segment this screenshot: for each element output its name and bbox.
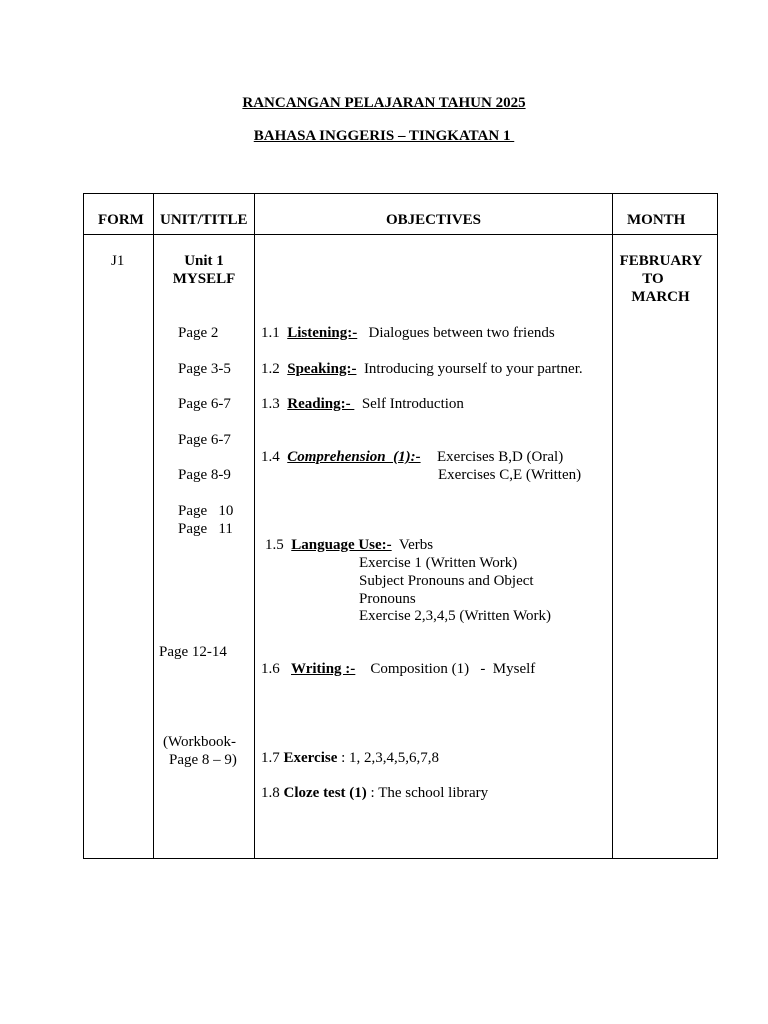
objective-text: Composition (1) - Myself	[370, 661, 536, 677]
month-line1: FEBRUARY	[619, 253, 703, 269]
objective-number: 1.5	[265, 537, 288, 553]
objective-number: 1.7	[261, 750, 284, 766]
objective-number: 1.2	[261, 361, 284, 377]
header-month: MONTH	[627, 212, 686, 228]
workbook-ref-line1: (Workbook-	[163, 734, 236, 750]
unit-title: MYSELF	[172, 271, 236, 287]
objective-label: Exercise	[283, 750, 338, 766]
column-divider-2	[254, 193, 255, 859]
objective-label: Writing :-	[291, 661, 356, 677]
objective-5-line-4: Exercise 2,3,4,5 (Written Work)	[359, 608, 552, 624]
objective-text: : 1, 2,3,4,5,6,7,8	[337, 750, 440, 766]
unit-number: Unit 1	[184, 253, 224, 269]
page-ref-4: Page 6-7	[178, 432, 231, 448]
objective-4-text-2: Exercises C,E (Written)	[438, 467, 582, 483]
page-ref-1: Page 2	[178, 325, 219, 341]
objective-5-line-1: Exercise 1 (Written Work)	[359, 555, 518, 571]
month-line3: MARCH	[631, 289, 690, 305]
table-header-divider	[83, 234, 718, 235]
header-objectives: OBJECTIVES	[385, 212, 482, 228]
objective-text: Introducing yourself to your partner.	[363, 361, 583, 377]
objective-8	[261, 784, 488, 802]
objective-5-line-3: Pronouns	[359, 591, 416, 607]
objective-label: Listening:-	[287, 325, 358, 341]
page-ref-3: Page 6-7	[178, 396, 231, 412]
objective-text: Verbs	[398, 537, 434, 553]
header-unit-title: UNIT/TITLE	[160, 212, 248, 228]
document-subtitle: BAHASA INGGERIS – TINGKATAN 1	[253, 128, 515, 144]
header-form: FORM	[98, 212, 144, 228]
objective-number: 1.8	[261, 785, 284, 801]
objective-4	[261, 448, 421, 466]
month-line2: TO	[642, 271, 664, 287]
objective-2	[261, 360, 583, 378]
objective-3	[261, 395, 464, 413]
objective-label: Reading:-	[287, 396, 355, 412]
page-ref-8: Page 12-14	[159, 644, 227, 660]
objective-number: 1.6	[261, 661, 284, 677]
table-bottom-border	[83, 858, 718, 859]
objective-1	[261, 324, 555, 342]
objective-5	[265, 536, 433, 554]
form-value: J1	[111, 253, 125, 269]
objective-5-line-2: Subject Pronouns and Object	[359, 573, 534, 589]
page-ref-5: Page 8-9	[178, 467, 231, 483]
workbook-ref-line2: Page 8 – 9)	[169, 752, 237, 768]
objective-text: Self Introduction	[361, 396, 464, 412]
objective-label: Speaking:-	[287, 361, 357, 377]
table-right-border	[717, 193, 718, 859]
page-ref-7: Page 11	[178, 521, 233, 537]
objective-text: Dialogues between two friends	[368, 325, 555, 341]
objective-6	[261, 660, 535, 678]
column-divider-1	[153, 193, 154, 859]
objective-number: 1.3	[261, 396, 284, 412]
objective-text: : The school library	[366, 785, 489, 801]
objective-number: 1.4	[261, 449, 284, 465]
objective-number: 1.1	[261, 325, 284, 341]
objective-label: Comprehension (1):-	[287, 449, 421, 465]
objective-label: Cloze test (1)	[283, 785, 367, 801]
table-left-border	[83, 193, 84, 859]
objective-4-text-1: Exercises B,D (Oral)	[437, 449, 564, 465]
objective-7	[261, 749, 439, 767]
document-title: RANCANGAN PELAJARAN TAHUN 2025	[242, 95, 526, 111]
objective-label: Language Use:-	[291, 537, 392, 553]
page-ref-2: Page 3-5	[178, 361, 231, 377]
table-top-border	[83, 193, 718, 194]
page-ref-6: Page 10	[178, 503, 234, 519]
